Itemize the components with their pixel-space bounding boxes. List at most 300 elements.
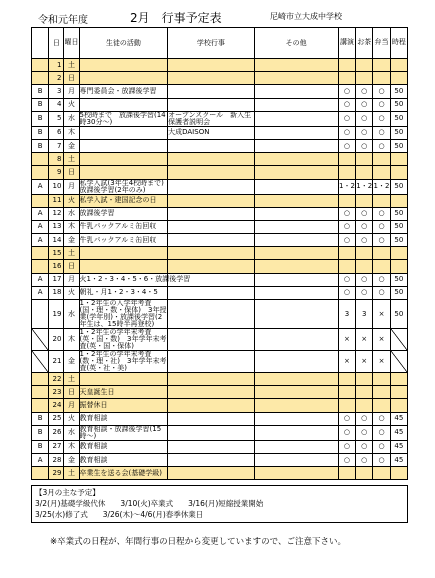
row-period: 50 xyxy=(390,111,407,126)
row-day: 9 xyxy=(49,166,64,179)
row-other xyxy=(254,329,338,351)
row-event xyxy=(168,59,254,72)
row-lunch: ○ xyxy=(373,85,390,98)
row-weekday: 金 xyxy=(64,351,79,373)
row-activity: 朝礼・月1・2・3・4・5 xyxy=(79,286,168,299)
row-class: B xyxy=(32,111,49,126)
row-tea xyxy=(356,399,373,412)
row-period xyxy=(390,260,407,273)
row-day: 16 xyxy=(49,260,64,273)
row-lecture: ○ xyxy=(338,126,355,139)
row-lunch xyxy=(373,247,390,260)
row-weekday: 水 xyxy=(64,300,79,329)
row-lunch: ○ xyxy=(373,425,390,440)
row-period xyxy=(390,329,407,351)
row-activity: 教育相談 xyxy=(79,440,168,453)
row-tea xyxy=(356,153,373,166)
row-lunch xyxy=(373,59,390,72)
row-activity xyxy=(79,166,168,179)
fiscal-year: 令和元年度 xyxy=(38,15,88,26)
row-weekday: 木 xyxy=(64,440,79,453)
table-row xyxy=(32,179,408,194)
row-event xyxy=(168,179,254,194)
row-lunch: ○ xyxy=(373,126,390,139)
row-day: 27 xyxy=(49,440,64,453)
table-row xyxy=(32,373,408,386)
row-activity xyxy=(79,72,168,85)
row-class: B xyxy=(32,440,49,453)
row-weekday: 土 xyxy=(64,153,79,166)
school-name: 尼崎市立大成中学校 xyxy=(270,12,342,21)
row-lecture: ○ xyxy=(338,234,355,247)
row-tea: ○ xyxy=(356,412,373,425)
row-period xyxy=(390,247,407,260)
row-other xyxy=(254,273,338,286)
table-row xyxy=(32,453,408,466)
col-weekday: 曜日 xyxy=(64,28,79,59)
row-lecture: × xyxy=(338,351,355,373)
row-class xyxy=(32,399,49,412)
row-day: 17 xyxy=(49,273,64,286)
row-tea xyxy=(356,72,373,85)
row-activity: 1・2年生の学年末考査(英・国・数) 3年学年末考査(英・国・保体) xyxy=(79,328,167,350)
row-tea: ○ xyxy=(356,85,373,98)
table-row xyxy=(32,467,408,480)
row-tea: ○ xyxy=(356,111,373,126)
row-event xyxy=(168,260,254,273)
row-tea: ○ xyxy=(356,126,373,139)
row-lecture: 1・2 xyxy=(338,179,355,194)
row-lunch xyxy=(373,260,390,273)
row-other xyxy=(254,351,338,373)
row-other xyxy=(254,453,338,466)
row-period: 50 xyxy=(390,234,407,247)
table-row xyxy=(32,139,408,152)
row-lunch: ○ xyxy=(373,111,390,126)
row-tea xyxy=(356,166,373,179)
table-row xyxy=(32,207,408,220)
table-row xyxy=(32,260,408,273)
row-period: 50 xyxy=(390,286,407,299)
row-lecture: ○ xyxy=(338,273,355,286)
row-class: A xyxy=(32,179,49,194)
row-lunch xyxy=(373,72,390,85)
row-other xyxy=(254,386,338,399)
row-day: 21 xyxy=(49,351,64,373)
row-weekday: 火 xyxy=(64,194,79,207)
table-row xyxy=(32,399,408,412)
row-tea: ○ xyxy=(356,273,373,286)
row-weekday: 木 xyxy=(64,220,79,233)
row-lunch xyxy=(373,386,390,399)
row-other xyxy=(254,234,338,247)
row-lecture xyxy=(338,59,355,72)
table-row xyxy=(32,166,408,179)
row-weekday: 月 xyxy=(64,399,79,412)
row-weekday: 火 xyxy=(64,98,79,111)
row-weekday: 金 xyxy=(64,453,79,466)
row-event xyxy=(168,247,254,260)
row-lunch: × xyxy=(373,329,390,351)
row-activity xyxy=(79,126,168,139)
row-activity: 私学入試・建国記念の日 xyxy=(79,194,168,207)
row-weekday: 金 xyxy=(64,139,79,152)
row-event xyxy=(168,467,254,480)
row-event: 大成DAISON xyxy=(168,126,254,139)
row-period: 45 xyxy=(390,440,407,453)
row-class xyxy=(32,300,49,329)
table-row xyxy=(32,59,408,72)
row-lecture xyxy=(338,166,355,179)
row-weekday: 木 xyxy=(64,126,79,139)
table-row xyxy=(32,440,408,453)
row-other xyxy=(254,260,338,273)
row-activity xyxy=(79,98,168,111)
row-weekday: 日 xyxy=(64,72,79,85)
row-weekday: 水 xyxy=(64,207,79,220)
col-student-activity: 生徒の活動 xyxy=(79,28,168,59)
row-other xyxy=(254,440,338,453)
row-lecture: ○ xyxy=(338,440,355,453)
row-period: 50 xyxy=(390,139,407,152)
row-tea: × xyxy=(356,351,373,373)
row-lecture: ○ xyxy=(338,220,355,233)
page-title: 2月 行事予定表 xyxy=(130,11,222,25)
row-event xyxy=(168,98,254,111)
row-tea: ○ xyxy=(356,207,373,220)
row-event xyxy=(168,453,254,466)
row-weekday: 木 xyxy=(64,329,79,351)
row-other xyxy=(254,126,338,139)
row-lunch xyxy=(373,153,390,166)
row-weekday: 水 xyxy=(64,425,79,440)
row-weekday: 月 xyxy=(64,179,79,194)
row-other xyxy=(254,207,338,220)
col-period: 時程 xyxy=(390,28,407,59)
row-lecture: ○ xyxy=(338,286,355,299)
row-event xyxy=(168,300,254,329)
row-day: 12 xyxy=(49,207,64,220)
row-tea xyxy=(356,247,373,260)
row-activity: 天皇誕生日 xyxy=(79,386,168,399)
table-row xyxy=(32,111,408,126)
row-day: 14 xyxy=(49,234,64,247)
row-other xyxy=(254,300,338,329)
row-event xyxy=(168,373,254,386)
row-day: 29 xyxy=(49,467,64,480)
row-weekday: 火 xyxy=(64,286,79,299)
row-class xyxy=(32,166,49,179)
row-other xyxy=(254,425,338,440)
row-tea: ○ xyxy=(356,286,373,299)
row-class: A xyxy=(32,234,49,247)
row-weekday: 日 xyxy=(64,166,79,179)
row-day: 3 xyxy=(49,85,64,98)
row-lecture xyxy=(338,386,355,399)
row-class: A xyxy=(32,273,49,286)
row-period: 45 xyxy=(390,453,407,466)
row-activity: 1・2年生の入学年考査(国・理・数・保体) 3年授業(学年別)・放課後学習(2年生は、15時半再登校) xyxy=(79,299,167,328)
row-class: B xyxy=(32,425,49,440)
row-tea: ○ xyxy=(356,440,373,453)
row-lunch: 1・2 xyxy=(373,179,390,194)
row-tea: 1・2 xyxy=(356,179,373,194)
row-class xyxy=(32,72,49,85)
row-day: 19 xyxy=(49,300,64,329)
notes-title: 【3月の主な予定】 xyxy=(35,488,100,497)
row-other xyxy=(254,139,338,152)
row-tea xyxy=(356,194,373,207)
row-tea xyxy=(356,467,373,480)
row-period xyxy=(390,72,407,85)
row-lecture xyxy=(338,399,355,412)
row-event xyxy=(168,351,254,373)
row-activity: 5校時まで 放課後学習(14時30分～) xyxy=(79,110,166,126)
row-period: 50 xyxy=(390,300,407,329)
row-event xyxy=(168,234,254,247)
row-activity: 私学入試(3年生4校時まで) 放課後学習(2年のみ) xyxy=(79,178,171,194)
row-lunch xyxy=(373,194,390,207)
page-header xyxy=(0,9,435,25)
row-activity xyxy=(79,373,168,386)
row-other xyxy=(254,85,338,98)
row-day: 18 xyxy=(49,286,64,299)
row-period: 50 xyxy=(390,98,407,111)
col-lunch: 弁当 xyxy=(373,28,390,59)
row-other xyxy=(254,399,338,412)
row-weekday: 月 xyxy=(64,85,79,98)
row-event xyxy=(168,85,254,98)
row-event xyxy=(168,425,254,440)
row-activity: 教育相談 xyxy=(79,453,168,466)
row-class xyxy=(32,329,49,351)
row-day: 7 xyxy=(49,139,64,152)
col-class xyxy=(32,28,49,59)
row-class: B xyxy=(32,412,49,425)
row-tea xyxy=(356,59,373,72)
row-period: 50 xyxy=(390,273,407,286)
row-class xyxy=(32,247,49,260)
col-tea: お茶 xyxy=(356,28,373,59)
row-activity: 教育相談・放課後学習(15時～) xyxy=(79,425,168,440)
table-row xyxy=(32,351,408,373)
table-row xyxy=(32,329,408,351)
row-weekday: 日 xyxy=(64,260,79,273)
row-activity: 卒業生を送る会(基礎学級) xyxy=(79,467,168,480)
row-other xyxy=(254,467,338,480)
row-period xyxy=(390,59,407,72)
row-other xyxy=(254,72,338,85)
row-day: 6 xyxy=(49,126,64,139)
row-period: 45 xyxy=(390,425,407,440)
row-other xyxy=(254,412,338,425)
row-class: B xyxy=(32,139,49,152)
row-activity xyxy=(79,59,168,72)
row-lunch: ○ xyxy=(373,207,390,220)
row-other xyxy=(254,166,338,179)
row-class: A xyxy=(32,220,49,233)
row-day: 13 xyxy=(49,220,64,233)
row-tea: ○ xyxy=(356,453,373,466)
row-period: 50 xyxy=(390,207,407,220)
row-day: 28 xyxy=(49,453,64,466)
footer-notice: ※卒業式の日程が、年間行事の日程から変更していますので、ご注意下さい。 xyxy=(50,537,346,547)
row-lunch: ○ xyxy=(373,453,390,466)
row-tea: ○ xyxy=(356,220,373,233)
row-class: A xyxy=(32,207,49,220)
row-lunch: ○ xyxy=(373,98,390,111)
row-event xyxy=(168,194,254,207)
row-period: 50 xyxy=(390,220,407,233)
row-period: 50 xyxy=(390,85,407,98)
row-lunch: × xyxy=(373,351,390,373)
row-tea xyxy=(356,260,373,273)
row-day: 4 xyxy=(49,98,64,111)
row-day: 5 xyxy=(49,111,64,126)
row-tea: × xyxy=(356,329,373,351)
row-event xyxy=(168,399,254,412)
row-class xyxy=(32,59,49,72)
row-lunch: ○ xyxy=(373,440,390,453)
row-lunch: ○ xyxy=(373,220,390,233)
row-period xyxy=(390,467,407,480)
row-lecture: ○ xyxy=(338,207,355,220)
row-activity xyxy=(79,247,168,260)
row-other xyxy=(254,247,338,260)
row-activity xyxy=(79,139,168,152)
row-day: 2 xyxy=(49,72,64,85)
row-activity: 放課後学習 xyxy=(79,207,168,220)
row-event xyxy=(168,220,254,233)
row-lecture xyxy=(338,194,355,207)
row-tea: 3 xyxy=(356,300,373,329)
row-weekday: 火 xyxy=(64,412,79,425)
row-other xyxy=(254,59,338,72)
col-day: 日 xyxy=(49,28,64,59)
row-event xyxy=(168,166,254,179)
row-event xyxy=(168,440,254,453)
row-class xyxy=(32,467,49,480)
row-class xyxy=(32,373,49,386)
row-day: 15 xyxy=(49,247,64,260)
row-lecture: × xyxy=(338,329,355,351)
row-event xyxy=(168,72,254,85)
row-event xyxy=(168,139,254,152)
row-other xyxy=(254,286,338,299)
row-weekday: 水 xyxy=(64,111,79,126)
row-activity: 1・2年生の学年末考査(数・理・社) 3年学年末考査(英・社・美) xyxy=(79,350,167,372)
row-tea xyxy=(356,373,373,386)
row-lecture xyxy=(338,153,355,166)
row-activity: 振替休日 xyxy=(79,399,168,412)
table-row xyxy=(32,412,408,425)
table-row xyxy=(32,194,408,207)
row-tea: ○ xyxy=(356,425,373,440)
row-period xyxy=(390,194,407,207)
row-event xyxy=(168,286,254,299)
row-lecture xyxy=(338,373,355,386)
row-class: A xyxy=(32,453,49,466)
row-period xyxy=(390,373,407,386)
row-lecture: ○ xyxy=(338,98,355,111)
row-lunch xyxy=(373,373,390,386)
row-lecture: ○ xyxy=(338,111,355,126)
row-lunch: ○ xyxy=(373,286,390,299)
table-row xyxy=(32,247,408,260)
row-event: オープンスクール 新入生保護者説明会 xyxy=(168,111,254,126)
row-period: 50 xyxy=(390,179,407,194)
row-weekday: 日 xyxy=(64,386,79,399)
row-tea: ○ xyxy=(356,139,373,152)
row-period xyxy=(390,399,407,412)
row-class: B xyxy=(32,85,49,98)
row-lunch xyxy=(373,166,390,179)
row-lunch: ○ xyxy=(373,139,390,152)
row-day: 22 xyxy=(49,373,64,386)
col-other: その他 xyxy=(254,28,338,59)
row-weekday: 土 xyxy=(64,247,79,260)
march-schedule-notes xyxy=(31,485,408,523)
row-class xyxy=(32,153,49,166)
row-lecture: 3 xyxy=(338,300,355,329)
row-class xyxy=(32,260,49,273)
row-lunch xyxy=(373,399,390,412)
header-row xyxy=(32,28,408,59)
schedule-table xyxy=(31,27,408,480)
row-other xyxy=(254,98,338,111)
row-class xyxy=(32,351,49,373)
row-day: 20 xyxy=(49,329,64,351)
row-event xyxy=(168,207,254,220)
table-row xyxy=(32,85,408,98)
row-activity: 教育相談 xyxy=(79,412,168,425)
row-day: 10 xyxy=(49,179,64,194)
notes-line-1: 3/2(月)基礎学級代休 3/10(火)卒業式 3/16(月)短縮授業開始 xyxy=(35,499,264,508)
row-weekday: 金 xyxy=(64,234,79,247)
row-lecture: ○ xyxy=(338,453,355,466)
table-row xyxy=(32,234,408,247)
table-row xyxy=(32,425,408,440)
row-lunch xyxy=(373,467,390,480)
table-row xyxy=(32,153,408,166)
row-period: 45 xyxy=(390,412,407,425)
table-row xyxy=(32,72,408,85)
row-weekday: 土 xyxy=(64,59,79,72)
row-activity: 牛乳パックアルミ缶回収 xyxy=(79,234,168,247)
table-row xyxy=(32,220,408,233)
table-row xyxy=(32,300,408,329)
row-event xyxy=(168,412,254,425)
row-activity xyxy=(79,153,168,166)
row-lunch: × xyxy=(373,300,390,329)
row-tea xyxy=(356,386,373,399)
row-day: 1 xyxy=(49,59,64,72)
row-period: 50 xyxy=(390,126,407,139)
row-activity: 火1・2・3・4・5・6・放課後学習 xyxy=(79,273,168,286)
col-lecture: 講演 xyxy=(338,28,355,59)
row-class: B xyxy=(32,126,49,139)
table-row xyxy=(32,98,408,111)
row-lecture xyxy=(338,260,355,273)
row-lecture xyxy=(338,467,355,480)
row-class xyxy=(32,386,49,399)
row-period xyxy=(390,153,407,166)
table-row xyxy=(32,126,408,139)
row-lecture xyxy=(338,72,355,85)
row-other xyxy=(254,220,338,233)
row-lunch: ○ xyxy=(373,273,390,286)
row-class: B xyxy=(32,98,49,111)
